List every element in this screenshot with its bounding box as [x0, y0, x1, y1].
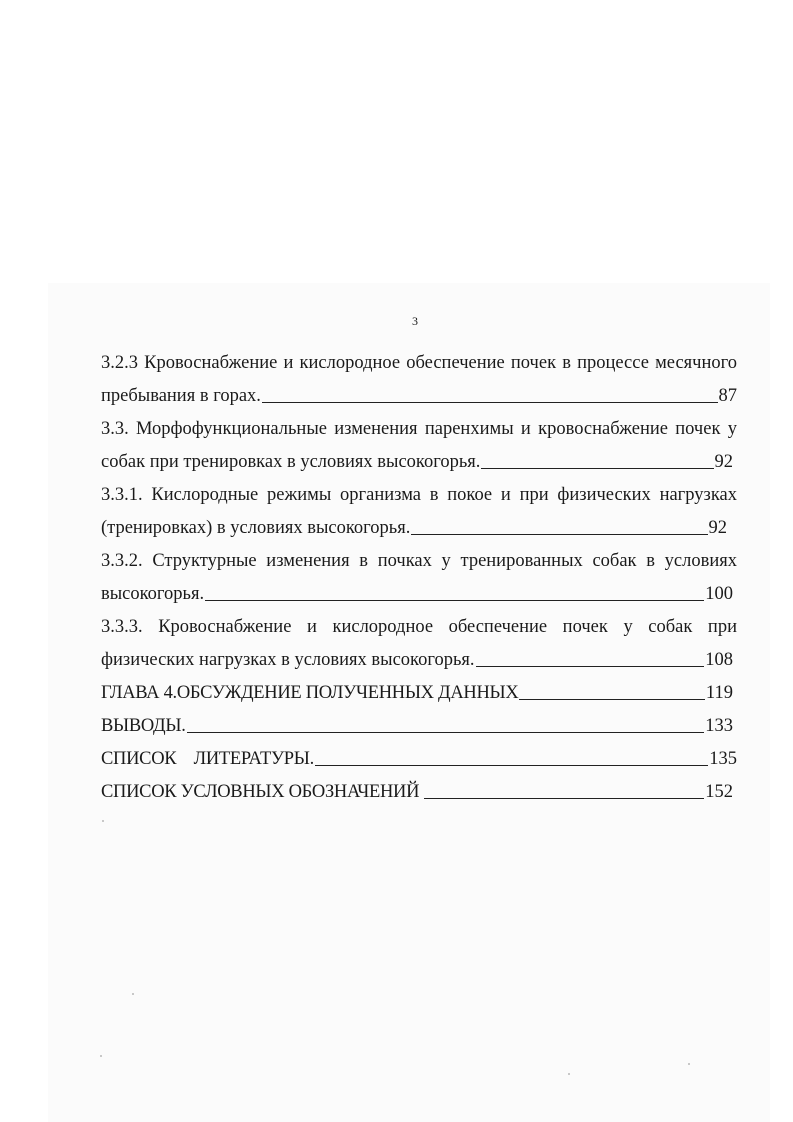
- scan-speck: [568, 1073, 570, 1075]
- page-number: 3: [412, 314, 418, 328]
- toc-entry-abbreviations[interactable]: [101, 776, 737, 809]
- scan-speck: [688, 1063, 690, 1065]
- toc-entry-conclusions[interactable]: [101, 710, 737, 743]
- toc-entry-title: СПИСОК УСЛОВНЫХ ОБОЗНАЧЕНИЙ: [101, 782, 424, 802]
- toc-entry-title-line: 3.3.1. Кислородные режимы организма в покое и при физических нагрузках: [101, 485, 737, 505]
- toc-page-number: 92: [708, 518, 727, 538]
- toc-page-number: 152: [705, 782, 733, 802]
- toc-entry-title-line: 3.3.2. Структурные изменения в почках у тренированных собак в условиях: [101, 551, 737, 571]
- toc-entry-3-3-2[interactable]: [101, 545, 737, 611]
- dot-leader: [187, 731, 705, 733]
- toc-entry-title-cont: пребывания в горах.: [101, 386, 261, 406]
- toc-entry-references[interactable]: [101, 743, 737, 776]
- toc-page-number: 100: [705, 584, 733, 604]
- toc-entry-3-2-3[interactable]: [101, 347, 737, 413]
- toc-entry-3-3[interactable]: [101, 413, 737, 479]
- toc-entry-title-cont: (тренировках) в условиях высокогорья.: [101, 518, 411, 538]
- dot-leader: [476, 665, 705, 667]
- toc-entry-title-line: 3.3. Морфофункциональные изменения паренхимы и кровоснабжение почек у: [101, 419, 737, 439]
- dot-leader: [205, 599, 704, 601]
- dot-leader: [411, 533, 707, 535]
- scan-speck: [132, 993, 134, 995]
- toc-entry-title-line: 3.2.3 Кровоснабжение и кислородное обеспечение почек в процессе месячного: [101, 353, 737, 373]
- toc-entry-chapter-4[interactable]: [101, 677, 737, 710]
- table-of-contents: [101, 347, 737, 809]
- toc-entry-title-cont: высокогорья.: [101, 584, 205, 604]
- toc-page-number: 92: [714, 452, 733, 472]
- dot-leader: [481, 467, 713, 469]
- toc-entry-title: ГЛАВА 4.ОБСУЖДЕНИЕ ПОЛУЧЕННЫХ ДАННЫХ: [101, 683, 519, 703]
- toc-entry-title: ВЫВОДЫ.: [101, 716, 186, 736]
- dot-leader: [262, 401, 718, 403]
- scan-speck: [100, 1055, 102, 1057]
- toc-page-number: 119: [705, 683, 733, 703]
- toc-entry-title-cont: физических нагрузках в условиях высокогорья.: [101, 650, 475, 670]
- toc-entry-title: СПИСОК ЛИТЕРАТУРЫ.: [101, 749, 314, 769]
- toc-page-number: 133: [705, 716, 733, 736]
- scan-speck: [102, 820, 104, 822]
- toc-entry-title-cont: собак при тренировках в условиях высокогорья.: [101, 452, 481, 472]
- dot-leader: [519, 698, 704, 700]
- dot-leader: [315, 764, 708, 766]
- dot-leader: [424, 797, 704, 799]
- toc-page-number: 108: [705, 650, 733, 670]
- toc-page-number: 87: [718, 386, 737, 406]
- toc-entry-title-line: 3.3.3. Кровоснабжение и кислородное обеспечение почек у собак при: [101, 617, 737, 637]
- toc-entry-3-3-3[interactable]: [101, 611, 737, 677]
- toc-entry-3-3-1[interactable]: [101, 479, 737, 545]
- toc-page-number: 135: [709, 749, 737, 769]
